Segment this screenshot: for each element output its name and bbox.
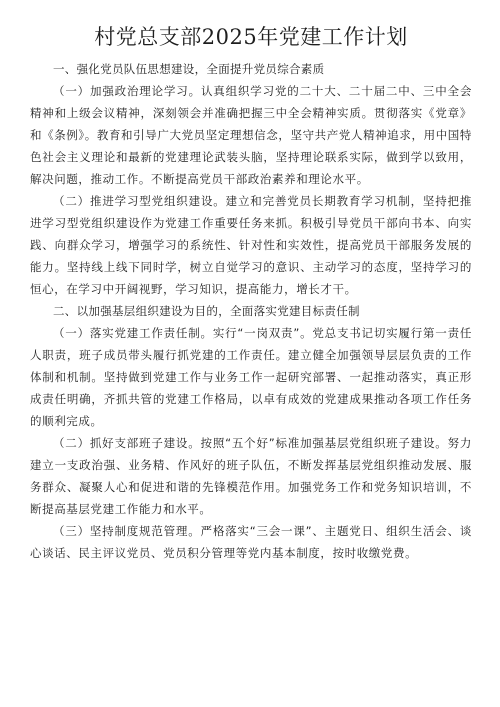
section-heading-1: 一、强化党员队伍思想建设，全面提升党员综合素质 xyxy=(53,62,325,76)
section-1-paragraph-2: （二）推进学习型党组织建设。建立和完善党员长期教育学习机制，坚持把推进学习型党组织建设作为党建工作重要任务来抓。积极引导党员干部向书本、向实践、向群众学习，增强学习的系统性、针对性和实效性，提高党员干部服务发展的能力。坚持线上线下同时学，树立自觉学习的意识、主动学习的态度，坚持学习的恒心，在学习中开阔视野，学习知识，提高能力，增长才干。 xyxy=(30,194,472,296)
section-2-paragraph-1: （一）落实党建工作责任制。实行“一岗双责”。党总支书记切实履行第一责任人职责，班子成员带头履行抓党建的工作责任。建立健全加强领导层层负责的工作体制和机制。坚持做到党建工作与业务工作一起研究部署、一起推动落实，真正形成责任明确，齐抓共管的党建工作格局，以卓有成效的党建成果推动各项工作任务的顺利完成。 xyxy=(30,326,472,428)
section-1-paragraph-1: （一）加强政治理论学习。认真组织学习党的二十大、二十届二中、三中全会精神和上级会议精神，深刻领会并准确把握三中全会精神实质。贯彻落实《党章》和《条例》。教育和引导广大党员坚定理想信念，坚守共产党人精神追求，用中国特色社会主义理论和最新的党建理论武装头脑，坚持理论联系实际，做到学以致用，解决问题，推动工作。不断提高党员干部政治素养和理论水平。 xyxy=(30,84,472,186)
section-heading-2: 二、以加强基层组织建设为目的，全面落实党建目标责任制 xyxy=(53,304,360,318)
document-title: 村党总支部2025年党建工作计划 xyxy=(94,25,408,49)
section-2-paragraph-2: （二）抓好支部班子建设。按照“五个好”标准加强基层党组织班子建设。努力建立一支政治强、业务精、作风好的班子队伍，不断发挥基层党组织推动发展、服务群众、凝聚人心和促进和谐的先锋模范作用。加强党务工作和党务知识培训，不断提高基层党建工作能力和水平。 xyxy=(30,436,472,516)
section-2-paragraph-3: （三）坚持制度规范管理。严格落实“三会一课”、主题党日、组织生活会、谈心谈话、民主评议党员、党员积分管理等党内基本制度，按时收缴党费。 xyxy=(30,524,472,560)
